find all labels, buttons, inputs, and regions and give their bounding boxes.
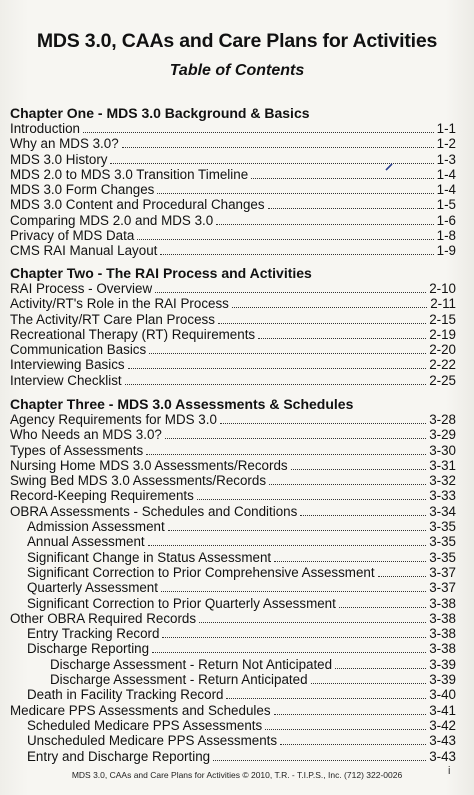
toc-entry <box>10 749 456 764</box>
chapter-1-entries <box>10 121 456 259</box>
toc-entry-label: Why an MDS 3.0? <box>10 136 119 152</box>
dot-leader <box>378 566 427 577</box>
toc-entry <box>10 228 456 243</box>
dot-leader <box>291 459 427 470</box>
toc-entry-label: Other OBRA Required Records <box>10 610 197 626</box>
chapter-heading-2: Chapter Two - The RAI Process and Activities <box>10 265 312 281</box>
toc-entry-label: Entry Tracking Record <box>27 626 160 642</box>
toc-entry <box>10 519 456 534</box>
toc-entry-label: Discharge Assessment - Return Anticipated <box>50 672 308 688</box>
toc-entry <box>10 534 456 549</box>
toc-entry-page: 2-20 <box>429 342 456 358</box>
toc-entry-page: 1-4 <box>436 182 456 198</box>
dot-leader <box>165 428 426 439</box>
toc-entry-label: Nursing Home MDS 3.0 Assessments/Records <box>10 457 288 473</box>
toc-entry-label: Discharge Assessment - Return Not Anticipated <box>50 656 333 672</box>
toc-entry-page: 3-39 <box>429 672 456 688</box>
toc-entry <box>10 243 456 258</box>
toc-entry <box>10 312 456 327</box>
toc-entry-page: 3-42 <box>429 717 456 733</box>
dot-leader <box>148 535 427 546</box>
toc-entry <box>10 596 456 611</box>
toc-entry-page: 1-9 <box>436 243 456 259</box>
toc-entry-page: 1-2 <box>436 136 456 152</box>
dot-leader <box>152 642 426 653</box>
chapter-3-entries <box>10 412 456 764</box>
toc-entry <box>10 427 456 442</box>
toc-entry <box>10 718 456 733</box>
toc-entry <box>10 473 456 488</box>
toc-entry <box>10 504 456 519</box>
toc-entry-label: Death in Facility Tracking Record <box>27 687 224 703</box>
toc-entry <box>10 342 456 357</box>
toc-entry-page: 3-35 <box>429 549 456 565</box>
toc-entry-label: Annual Assessment <box>27 534 145 550</box>
toc-entry-page: 3-40 <box>429 687 456 703</box>
dot-leader <box>155 282 426 293</box>
toc-entry <box>10 703 456 718</box>
toc-entry-page: 1-1 <box>436 121 456 136</box>
toc-entry <box>10 687 456 702</box>
toc-entry-label: Entry and Discharge Reporting <box>27 748 211 764</box>
dot-leader <box>216 214 433 225</box>
toc-entry-label: Recreational Therapy (RT) Requirements <box>10 326 256 342</box>
page-number-mark: i <box>448 765 451 777</box>
toc-entry-label: MDS 3.0 History <box>10 151 108 167</box>
toc-entry <box>10 136 456 151</box>
toc-entry-label: Record-Keeping Requirements <box>10 488 194 504</box>
toc-entry-label: Medicare PPS Assessments and Schedules <box>10 702 271 718</box>
dot-leader <box>157 183 433 194</box>
toc-entry-page: 1-4 <box>436 166 456 182</box>
toc-entry-page: 3-37 <box>429 580 456 596</box>
toc-entry-label: Who Needs an MDS 3.0? <box>10 427 162 443</box>
toc-entry <box>10 611 456 626</box>
toc-entry-page: 3-31 <box>429 457 456 473</box>
toc-entry <box>10 641 456 656</box>
toc-entry-page: 1-3 <box>436 151 456 167</box>
dot-leader <box>265 719 426 730</box>
toc-entry-page: 1-5 <box>436 197 456 213</box>
toc-entry-label: Quarterly Assessment <box>27 580 158 596</box>
toc-entry <box>10 672 456 687</box>
toc-entry-label: Significant Change in Status Assessment <box>27 549 272 565</box>
toc-entry-page: 2-10 <box>429 281 456 296</box>
toc-entry-label: Agency Requirements for MDS 3.0 <box>10 412 217 427</box>
toc-entry <box>10 121 456 136</box>
page-footer: MDS 3.0, CAAs and Care Plans for Activities © 2010, T.R. - T.I.P.S., Inc. (712) 322-0026 <box>71 770 403 780</box>
toc-entry-label: Significant Correction to Prior Quarterly Assessment <box>27 595 336 611</box>
toc-entry-page: 3-41 <box>429 702 456 718</box>
dot-leader <box>122 137 434 148</box>
dot-leader <box>125 374 427 385</box>
document-title: MDS 3.0, CAAs and Care Plans for Activities <box>36 30 438 52</box>
toc-entry <box>10 296 456 311</box>
toc-entry <box>10 733 456 748</box>
toc-entry <box>10 281 456 296</box>
dot-leader <box>149 343 426 354</box>
dot-leader <box>199 612 426 623</box>
toc-entry <box>10 327 456 342</box>
toc-entry <box>10 458 456 473</box>
dot-leader <box>168 520 427 531</box>
toc-entry <box>10 213 456 228</box>
dot-leader <box>218 313 426 324</box>
dot-leader <box>226 688 426 699</box>
toc-entry-label: MDS 3.0 Form Changes <box>10 182 155 198</box>
toc-entry-label: The Activity/RT Care Plan Process <box>10 311 215 327</box>
dot-leader <box>300 505 426 516</box>
dot-leader <box>258 328 426 339</box>
toc-entry-page: 1-6 <box>436 212 456 228</box>
document-subtitle: Table of Contents <box>169 62 305 79</box>
toc-entry-label: Privacy of MDS Data <box>10 228 135 244</box>
toc-entry-page: 3-35 <box>429 534 456 550</box>
toc-entry-page: 3-28 <box>429 412 456 427</box>
toc-entry-label: Swing Bed MDS 3.0 Assessments/Records <box>10 473 267 489</box>
toc-entry <box>10 182 456 197</box>
dot-leader <box>269 474 426 485</box>
toc-entry-page: 3-35 <box>429 519 456 535</box>
toc-entry-label: Discharge Reporting <box>27 641 150 657</box>
toc-entry-label: CMS RAI Manual Layout <box>10 243 158 259</box>
toc-entry-label: Significant Correction to Prior Comprehensive Assessment <box>27 564 375 580</box>
dot-leader <box>213 750 426 761</box>
pen-mark-icon <box>384 162 394 172</box>
toc-entry <box>10 550 456 565</box>
toc-entry <box>10 626 456 641</box>
dot-leader <box>268 198 434 209</box>
chapter-heading-3: Chapter Three - MDS 3.0 Assessments & Schedules <box>10 396 354 412</box>
toc-entry-label: Scheduled Medicare PPS Assessments <box>27 717 263 733</box>
dot-leader <box>83 122 434 133</box>
dot-leader <box>197 489 426 500</box>
toc-entry-page: 2-25 <box>429 372 456 388</box>
toc-entry-page: 3-38 <box>429 626 456 642</box>
toc-entry-page: 3-38 <box>429 610 456 626</box>
toc-entry-label: Unscheduled Medicare PPS Assessments <box>27 733 278 749</box>
toc-entry <box>10 373 456 388</box>
dot-leader <box>128 358 427 369</box>
toc-entry-label: MDS 3.0 Content and Procedural Changes <box>10 197 265 213</box>
dot-leader <box>137 229 433 240</box>
toc-entry-label: RAI Process - Overview <box>10 281 153 296</box>
toc-entry-label: Activity/RT's Role in the RAI Process <box>10 296 229 312</box>
toc-entry <box>10 657 456 672</box>
dot-leader <box>274 551 426 562</box>
toc-entry-page: 2-19 <box>429 326 456 342</box>
toc-entry-label: Interviewing Basics <box>10 357 125 373</box>
toc-entry-page: 2-22 <box>429 357 456 373</box>
dot-leader <box>274 704 427 715</box>
dot-leader <box>160 244 433 255</box>
toc-entry-page: 2-11 <box>430 296 456 312</box>
dot-leader <box>339 597 426 608</box>
toc-entry <box>10 580 456 595</box>
toc-entry-page: 3-38 <box>429 641 456 657</box>
toc-entry-label: Introduction <box>10 121 80 136</box>
toc-entry <box>10 357 456 372</box>
toc-entry-page: 3-43 <box>429 748 456 764</box>
toc-entry-page: 3-32 <box>429 473 456 489</box>
dot-leader <box>162 627 426 638</box>
dot-leader <box>146 444 426 455</box>
toc-entry-label: MDS 2.0 to MDS 3.0 Transition Timeline <box>10 166 249 182</box>
toc-entry-page: 3-39 <box>429 656 456 672</box>
toc-entry <box>10 443 456 458</box>
toc-entry <box>10 197 456 212</box>
toc-entry-label: Types of Assessments <box>10 442 144 458</box>
toc-entry-page: 3-34 <box>429 503 456 519</box>
dot-leader <box>251 168 433 179</box>
toc-entry-page: 3-30 <box>429 442 456 458</box>
toc-entry-page: 3-43 <box>429 733 456 749</box>
toc-entry-page: 3-29 <box>429 427 456 443</box>
toc-entry <box>10 412 456 427</box>
dot-leader <box>161 581 426 592</box>
dot-leader <box>220 413 426 424</box>
chapter-heading-1: Chapter One - MDS 3.0 Background & Basics <box>10 105 310 121</box>
toc-entry-page: 3-37 <box>429 564 456 580</box>
dot-leader <box>280 734 426 745</box>
dot-leader <box>335 658 426 669</box>
dot-leader <box>232 297 427 308</box>
toc-entry-label: Admission Assessment <box>27 519 165 535</box>
toc-entry-page: 2-15 <box>429 311 456 327</box>
toc-entry-page: 3-33 <box>429 488 456 504</box>
toc-entry-label: Comparing MDS 2.0 and MDS 3.0 <box>10 212 214 228</box>
toc-entry <box>10 488 456 503</box>
dot-leader <box>311 673 427 684</box>
toc-entry-page: 3-38 <box>429 595 456 611</box>
toc-entry <box>10 565 456 580</box>
toc-entry-label: Communication Basics <box>10 342 147 358</box>
toc-entry-label: Interview Checklist <box>10 372 122 388</box>
chapter-2-entries <box>10 281 456 388</box>
toc-entry-page: 1-8 <box>436 228 456 244</box>
toc-entry-label: OBRA Assessments - Schedules and Conditions <box>10 503 298 519</box>
